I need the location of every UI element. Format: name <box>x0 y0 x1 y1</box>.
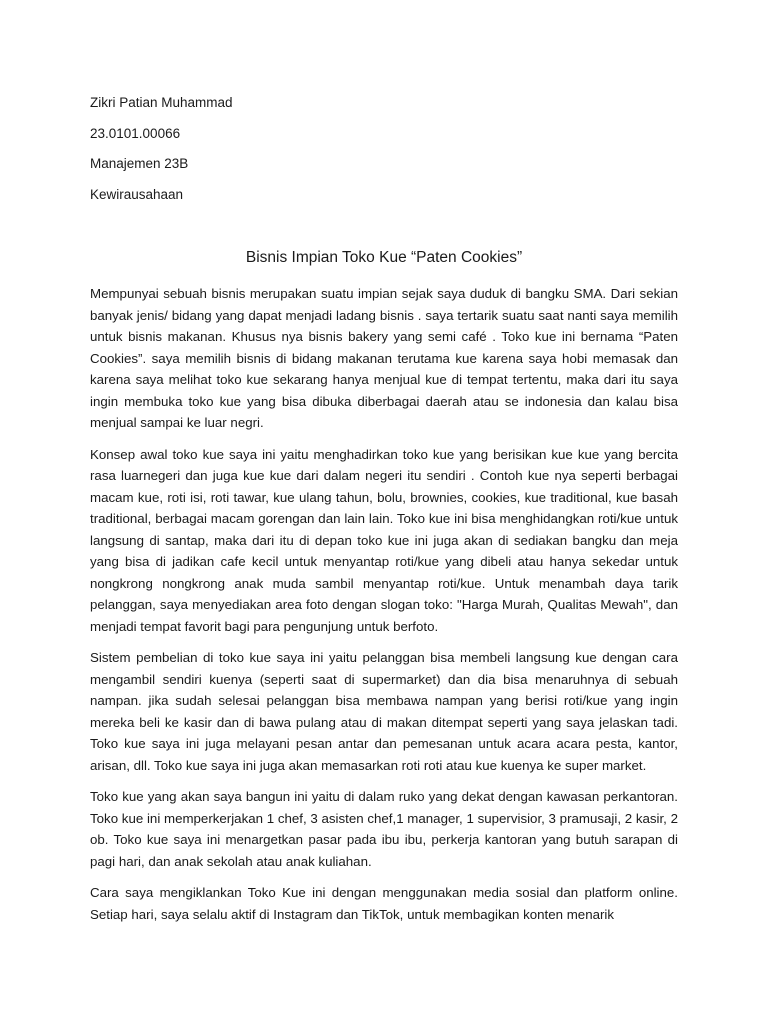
document-title: Bisnis Impian Toko Kue “Paten Cookies” <box>245 249 523 266</box>
author-info <box>90 94 590 216</box>
paragraph-advertising: Cara saya mengiklankan Toko Kue ini dengan menggunakan media sosial dan platform online. Setiap hari, saya selalu aktif di Instagram dan TikTok, untuk membagikan konten menarik <box>90 885 678 922</box>
paragraph-purchase-system: Sistem pembelian di toko kue saya ini yaitu pelanggan bisa membeli langsung kue dengan cara mengambil sendiri kuenya (seperti saat di supermarket) dan dia bisa menaruhnya di sebuah nampan. jika sudah selesai pelanggan bisa membawa nampan yang berisi roti/kue yang ingin mereka beli ke kasir dan di bawa pulang atau di makan ditempat seperti yang saya jelaskan tadi. Toko kue saya ini juga melayani pesan antar dan pemesanan untuk acara acara pesta, kantor, arisan, dll. Toko kue saya ini juga akan memasarkan roti roti atau kue kuenya ke super market. <box>90 650 678 773</box>
author-name: Zikri Patian Muhammad <box>90 95 233 110</box>
paragraph-concept: Konsep awal toko kue saya ini yaitu menghadirkan toko kue yang berisikan kue kue yang bercita rasa luarnegeri dan juga kue kue dari dalam negeri itu sendiri . Contoh kue nya seperti berbagai macam kue, roti isi, roti tawar, kue ulang tahun, bolu, brownies, cookies, kue traditional, kue basah traditional, berbagai macam gorengan dan lain lain. Toko kue ini bisa menghidangkan roti/kue untuk langsung di santap, maka dari itu di depan toko kue ini juga akan di sediakan bangku dan meja yang bisa di jadikan cafe kecil untuk menyantap roti/kue yang dibeli atau hanya sekedar untuk nongkrong nongkrong anak muda sambil menyantap roti/kue. Untuk menambah daya tarik pelanggan, saya menyediakan area foto dengan slogan toko: "Harga Murah, Qualitas Mewah", dan menjadi tempat favorit bagi para pengunjung untuk berfoto. <box>90 446 678 634</box>
document-body <box>90 283 678 935</box>
paragraph-location-staff: Toko kue yang akan saya bangun ini yaitu di dalam ruko yang dekat dengan kawasan perkantoran. Toko kue ini memperkerjakan 1 chef, 3 asisten chef,1 manager, 1 supervisior, 3 pramusaji, 2 kasir, 2 ob. Toko kue saya ini menargetkan pasar pada ibu ibu, perkerja kantoran yang butuh sarapan di pagi hari, dan anak sekolah atau anak kuliahan. <box>90 789 678 869</box>
class-name: Manajemen 23B <box>90 156 189 171</box>
student-id: 23.0101.00066 <box>90 125 181 141</box>
paragraph-intro: Mempunyai sebuah bisnis merupakan suatu impian sejak saya duduk di bangku SMA. Dari sekian banyak jenis/ bidang yang dapat menjadi ladang bisnis . saya tertarik suatu saat nanti saya memilih untuk bisnis makanan. Khusus nya bisnis bakery yang semi café . Toko kue ini bernama “Paten Cookies”. saya memilih bisnis di bidang makanan terutama kue karena saya hobi memasak dan karena saya melihat toko kue sekarang hanya menjual kue di tempat tertentu, maka dari itu saya ingin membuka toko kue yang bisa dibuka diberbagai daerah atau se indonesia dan kalau bisa menjual sampai ke luar negri. <box>90 286 678 430</box>
course-name: Kewirausahaan <box>90 186 184 202</box>
